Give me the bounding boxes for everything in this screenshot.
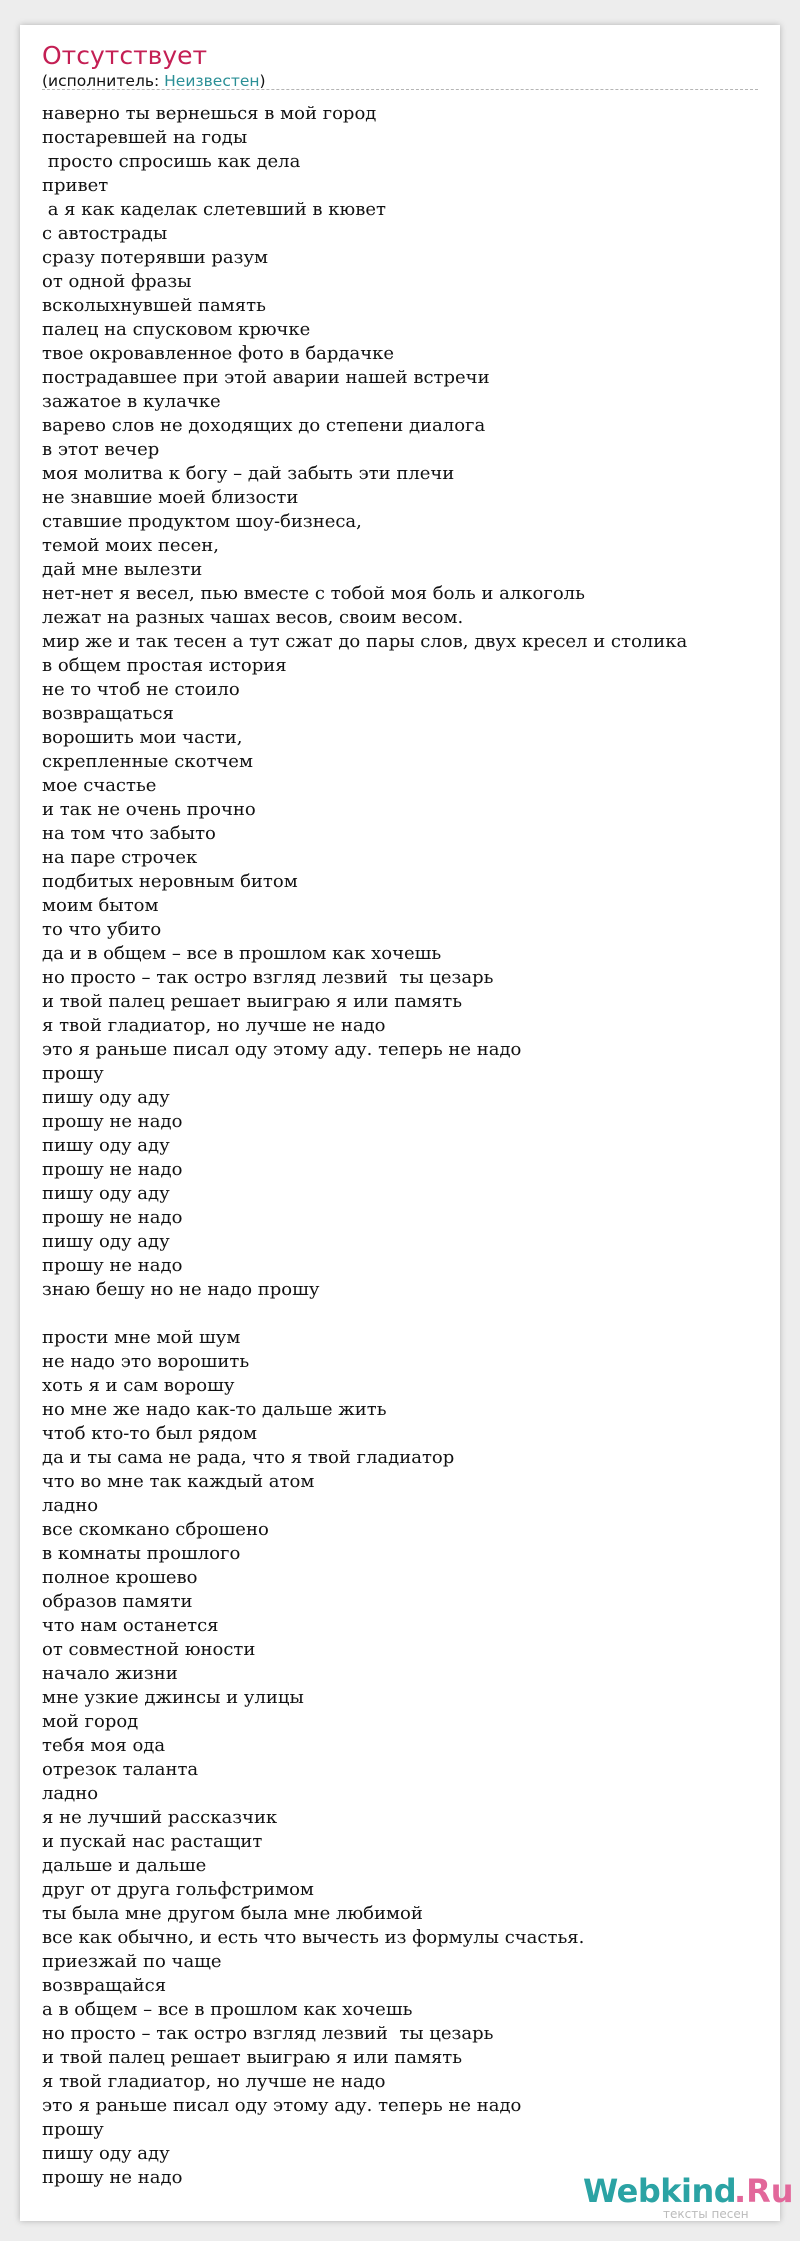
lyric-line: все как обычно, и есть что вычесть из формулы счастья. (42, 1927, 585, 1948)
lyric-line: не знавшие моей близости (42, 487, 299, 508)
lyric-line: в общем простая история (42, 655, 287, 676)
lyric-line: но мне же надо как-то дальше жить (42, 1399, 387, 1420)
lyric-line (42, 1302, 772, 1326)
lyric-line: прошу (42, 2119, 104, 2140)
lyric-line: твое окровавленное фото в бардачке (42, 343, 395, 364)
lyric-line: на паре строчек (42, 847, 198, 868)
lyric-line: с автострады (42, 223, 168, 244)
lyric-line: пострадавшее при этой аварии нашей встречи (42, 367, 490, 388)
lyric-line: мне узкие джинсы и улицы (42, 1687, 304, 1708)
lyric-line: возвращаться (42, 703, 174, 724)
lyric-line: пишу оду аду (42, 1087, 170, 1108)
lyric-line: все скомкано сброшено (42, 1519, 269, 1540)
lyric-line: ладно (42, 1783, 99, 1804)
lyric-line: темой моих песен, (42, 535, 219, 556)
song-title: Отсутствует (42, 41, 208, 70)
lyric-line: да и ты сама не рада, что я твой гладиатор (42, 1447, 455, 1468)
lyric-line: я не лучший рассказчик (42, 1807, 278, 1828)
lyric-line: ладно (42, 1495, 99, 1516)
lyric-line: подбитых неровным битом (42, 871, 298, 892)
lyric-line: не то чтоб не стоило (42, 679, 240, 700)
lyric-line: пишу оду аду (42, 1135, 170, 1156)
logo-name: Webkind (583, 2172, 737, 2210)
lyric-line: варево слов не доходящих до степени диалога (42, 415, 486, 436)
lyric-line: прошу не надо (42, 1255, 183, 1276)
lyric-line: не надо это ворошить (42, 1351, 250, 1372)
lyric-line: и твой палец решает выиграю я или память (42, 991, 463, 1012)
lyric-line: пишу оду аду (42, 2143, 170, 2164)
logo-tld: .Ru (734, 2172, 794, 2210)
lyrics-text (42, 102, 772, 2190)
lyric-line: моим бытом (42, 895, 159, 916)
logo-tagline: тексты песен (663, 2207, 749, 2221)
lyric-line: начало жизни (42, 1663, 178, 1684)
lyric-line: ворошить мои части, (42, 727, 243, 748)
lyric-line: в этот вечер (42, 439, 160, 460)
lyric-line: то что убито (42, 919, 162, 940)
lyric-line: от одной фразы (42, 271, 192, 292)
lyric-line: дай мне вылезти (42, 559, 203, 580)
lyric-line: хоть я и сам ворошу (42, 1375, 235, 1396)
lyric-line: палец на спусковом крючке (42, 319, 311, 340)
lyric-line: полное крошево (42, 1567, 198, 1588)
lyric-line: приезжай по чаще (42, 1951, 222, 1972)
lyric-line: и так не очень прочно (42, 799, 256, 820)
lyric-line: мое счастье (42, 775, 157, 796)
lyric-line: друг от друга гольфстримом (42, 1879, 314, 1900)
lyric-line: нет-нет я весел, пью вместе с тобой моя боль и алкоголь (42, 583, 585, 604)
lyric-line: постаревшей на годы (42, 127, 248, 148)
lyric-line: но просто – так остро взгляд лезвий ты цезарь (42, 2023, 494, 2044)
artist-link[interactable]: Неизвестен (164, 72, 260, 90)
lyric-line: это я раньше писал оду этому аду. теперь не надо (42, 2095, 522, 2116)
lyric-line: скрепленные скотчем (42, 751, 253, 772)
lyric-line: на том что забыто (42, 823, 216, 844)
lyric-line: наверно ты вернешься в мой город (42, 103, 377, 124)
lyric-line: дальше и дальше (42, 1855, 207, 1876)
lyric-line: я твой гладиатор, но лучше не надо (42, 1015, 386, 1036)
artist-line (42, 71, 266, 91)
lyric-line: что во мне так каждый атом (42, 1471, 315, 1492)
site-logo[interactable] (583, 2172, 794, 2225)
lyric-line: в комнаты прошлого (42, 1543, 241, 1564)
lyric-line: тебя моя ода (42, 1735, 166, 1756)
lyric-line: да и в общем – все в прошлом как хочешь (42, 943, 442, 964)
lyric-line: прошу не надо (42, 1111, 183, 1132)
lyric-line: пишу оду аду (42, 1231, 170, 1252)
lyric-line: и твой палец решает выиграю я или память (42, 2047, 463, 2068)
artist-prefix: (исполнитель: (42, 72, 165, 90)
lyric-line: лежат на разных чашах весов, своим весом. (42, 607, 464, 628)
lyric-line: привет (42, 175, 109, 196)
lyric-line: а я как каделак слетевший в кювет (42, 199, 386, 220)
lyric-line: что нам останется (42, 1615, 219, 1636)
lyric-line: прошу не надо (42, 2167, 183, 2188)
lyric-line: просто спросишь как дела (42, 151, 301, 172)
lyric-line: образов памяти (42, 1591, 193, 1612)
lyric-line: моя молитва к богу – дай забыть эти плечи (42, 463, 455, 484)
lyric-line: знаю бешу но не надо прошу (42, 1279, 320, 1300)
lyric-line: я твой гладиатор, но лучше не надо (42, 2071, 386, 2092)
lyric-line: ты была мне другом была мне любимой (42, 1903, 423, 1924)
lyric-line: ставшие продуктом шоу-бизнеса, (42, 511, 362, 532)
lyric-line: чтоб кто-то был рядом (42, 1423, 258, 1444)
lyric-line: мир же и так тесен а тут сжат до пары слов, двух кресел и столика (42, 631, 688, 652)
lyric-line: мой город (42, 1711, 139, 1732)
lyric-line: но просто – так остро взгляд лезвий ты цезарь (42, 967, 494, 988)
lyric-line: прошу (42, 1063, 104, 1084)
lyric-line: возвращайся (42, 1975, 167, 1996)
lyric-line: а в общем – все в прошлом как хочешь (42, 1999, 413, 2020)
lyric-line: пишу оду аду (42, 1183, 170, 1204)
lyric-line: прошу не надо (42, 1159, 183, 1180)
lyric-line: сразу потерявши разум (42, 247, 269, 268)
title-divider (42, 89, 758, 90)
lyric-line: это я раньше писал оду этому аду. теперь не надо (42, 1039, 522, 1060)
lyric-line: отрезок таланта (42, 1759, 199, 1780)
lyric-line: и пускай нас растащит (42, 1831, 263, 1852)
lyric-line: зажатое в кулачке (42, 391, 221, 412)
artist-suffix: ) (259, 72, 266, 90)
lyric-line: прости мне мой шум (42, 1327, 241, 1348)
lyric-line: всколыхнувшей память (42, 295, 266, 316)
lyric-line: от совместной юности (42, 1639, 256, 1660)
lyrics-card (20, 25, 794, 2221)
lyric-line: прошу не надо (42, 1207, 183, 1228)
